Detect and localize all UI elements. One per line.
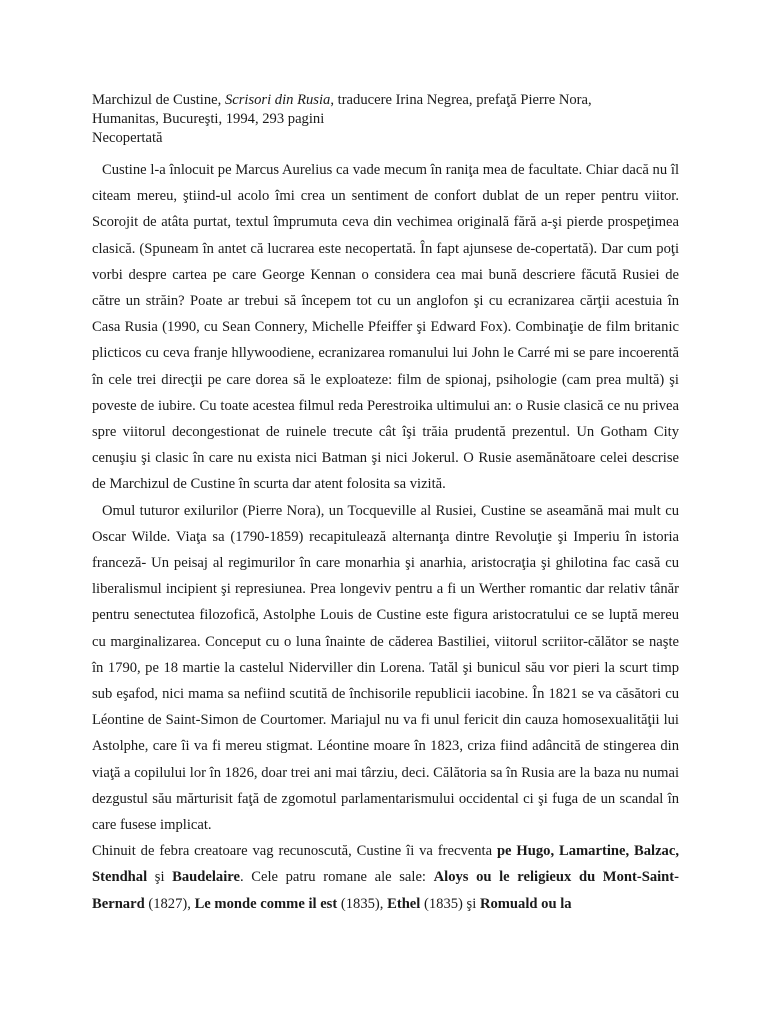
p3-text-c: şi: [147, 869, 173, 886]
p3-text-d: . Cele patru romane ale sale:: [239, 869, 434, 886]
book-title: Scrisori din Rusia: [224, 92, 331, 108]
p3-text-f: (1835),: [337, 895, 388, 912]
header-line-2: Humanitas, Bucureşti, 1994, 293 pagini: [92, 111, 325, 127]
bibliographic-header: [92, 91, 682, 148]
article-body: [92, 157, 679, 917]
p3-bold-aloys: Aloys ou le religieux du Mont-Saint-Bernard: [92, 869, 680, 912]
p3-bold-names: pe Hugo, Lamartine, Balzac, Stendhal: [92, 843, 679, 886]
p3-bold-ethel: Ethel: [387, 895, 421, 912]
p3-text-a: Chinuit de febra creatoare vag recunoscută, Custine îi va frecventa: [92, 843, 497, 860]
author-text: Marchizul de Custine,: [92, 92, 225, 108]
p3-bold-romuald: Romuald ou la: [479, 895, 572, 912]
header-line-3: Necopertată: [92, 130, 163, 146]
p3-bold-baudelaire: Baudelaire: [172, 869, 240, 886]
p3-text-g: (1835) şi: [420, 895, 480, 912]
paragraph-2: Omul tuturor exilurilor (Pierre Nora), un Tocqueville al Rusiei, Custine se aseamănă mai mult cu Oscar Wilde. Viaţa sa (1790-1859) recapitulează alternanţa dintre Revoluţie şi Imperiu în istoria franceză- Un peisaj al regimurilor în care monarhia şi anarhia, aristocraţia şi ghilotina fac casă cu liberalismul incipient şi represiunea. Prea longeviv pentru a fi un Werther romantic dar relativ tânăr pentru senectutea filozofică, Astolphe Louis de Custine este figura aristocratului ce se luptă mereu cu marginalizarea. Conceput cu o luna înainte de căderea Bastiliei, viitorul scriitor-călător se naşte în 1790, pe 18 martie la castelul Niderviller din Lorena. Tatăl şi bunicul său vor pieri la scurt timp sub eşafod, nici mama sa nefiind scutită de închisorile republicii iacobine. În 1821 se va căsători cu Léontine de Saint-Simon de Courtomer. Mariajul nu va fi unul fericit din cauza homosexualităţii lui Astolphe, care îi va fi mereu stigmat. Léontine moare în 1823, criza fiind adâncită de stingerea din viaţă a copilului lor în 1826, doar trei ani mai târziu, deci. Călătoria sa în Rusia are la baza nu numai dezgustul său mărturisit faţă de zgomotul parlamentarismului occidental ci şi fuga de un scandal în care fusese implicat.: [92, 502, 679, 834]
paragraph-3: [92, 838, 679, 917]
p3-text-e: (1827),: [144, 895, 195, 912]
p3-bold-le-monde: Le monde comme il est: [194, 895, 338, 912]
translation-credit: , traducere Irina Negrea, prefaţă Pierre Nora,: [330, 92, 592, 108]
header-line-1: [92, 91, 682, 110]
paragraph-1: Custine l-a înlocuit pe Marcus Aurelius ca vade mecum în raniţa mea de facultate. Chiar dacă nu îl citeam mereu, ştiind-ul acolo îmi crea un sentiment de confort dublat de un reper pentru viitor. Scorojit de atâta purtat, textul împrumuta ceva din vechimea originală fără a-şi pierde prospeţimea clasică. (Spuneam în antet că lucrarea este necopertată. În fapt ajunsese de-copertată). Dar cum poţi vorbi despre cartea pe care George Kennan o considera cea mai bună descriere făcută Rusiei de către un străin? Poate ar trebui să începem tot cu un anglofon şi cu ecranizarea cărţii acestuia în Casa Rusia (1990, cu Sean Connery, Michelle Pfeiffer şi Edward Fox). Combinaţie de film britanic plicticos cu ceva franje hllywoodiene, ecranizarea romanului lui John le Carré mi se pare incoerentă în cele trei direcţii pe care dorea să le exploateze: film de spionaj, psihologie (cam prea multă) şi poveste de iubire. Cu toate acestea filmul reda Perestroika ultimului an: o Rusie clasică ce nu privea spre viitorul decongestionat de ruinele trecute cât îşi trăia prudentă prezentul. Un Gotham City cenuşiu şi clasic în care nu exista nici Batman şi nici Jokerul. O Rusie asemănătoare celei descrise de Marchizul de Custine în scurta dar atent folosita sa vizită.: [92, 162, 679, 493]
